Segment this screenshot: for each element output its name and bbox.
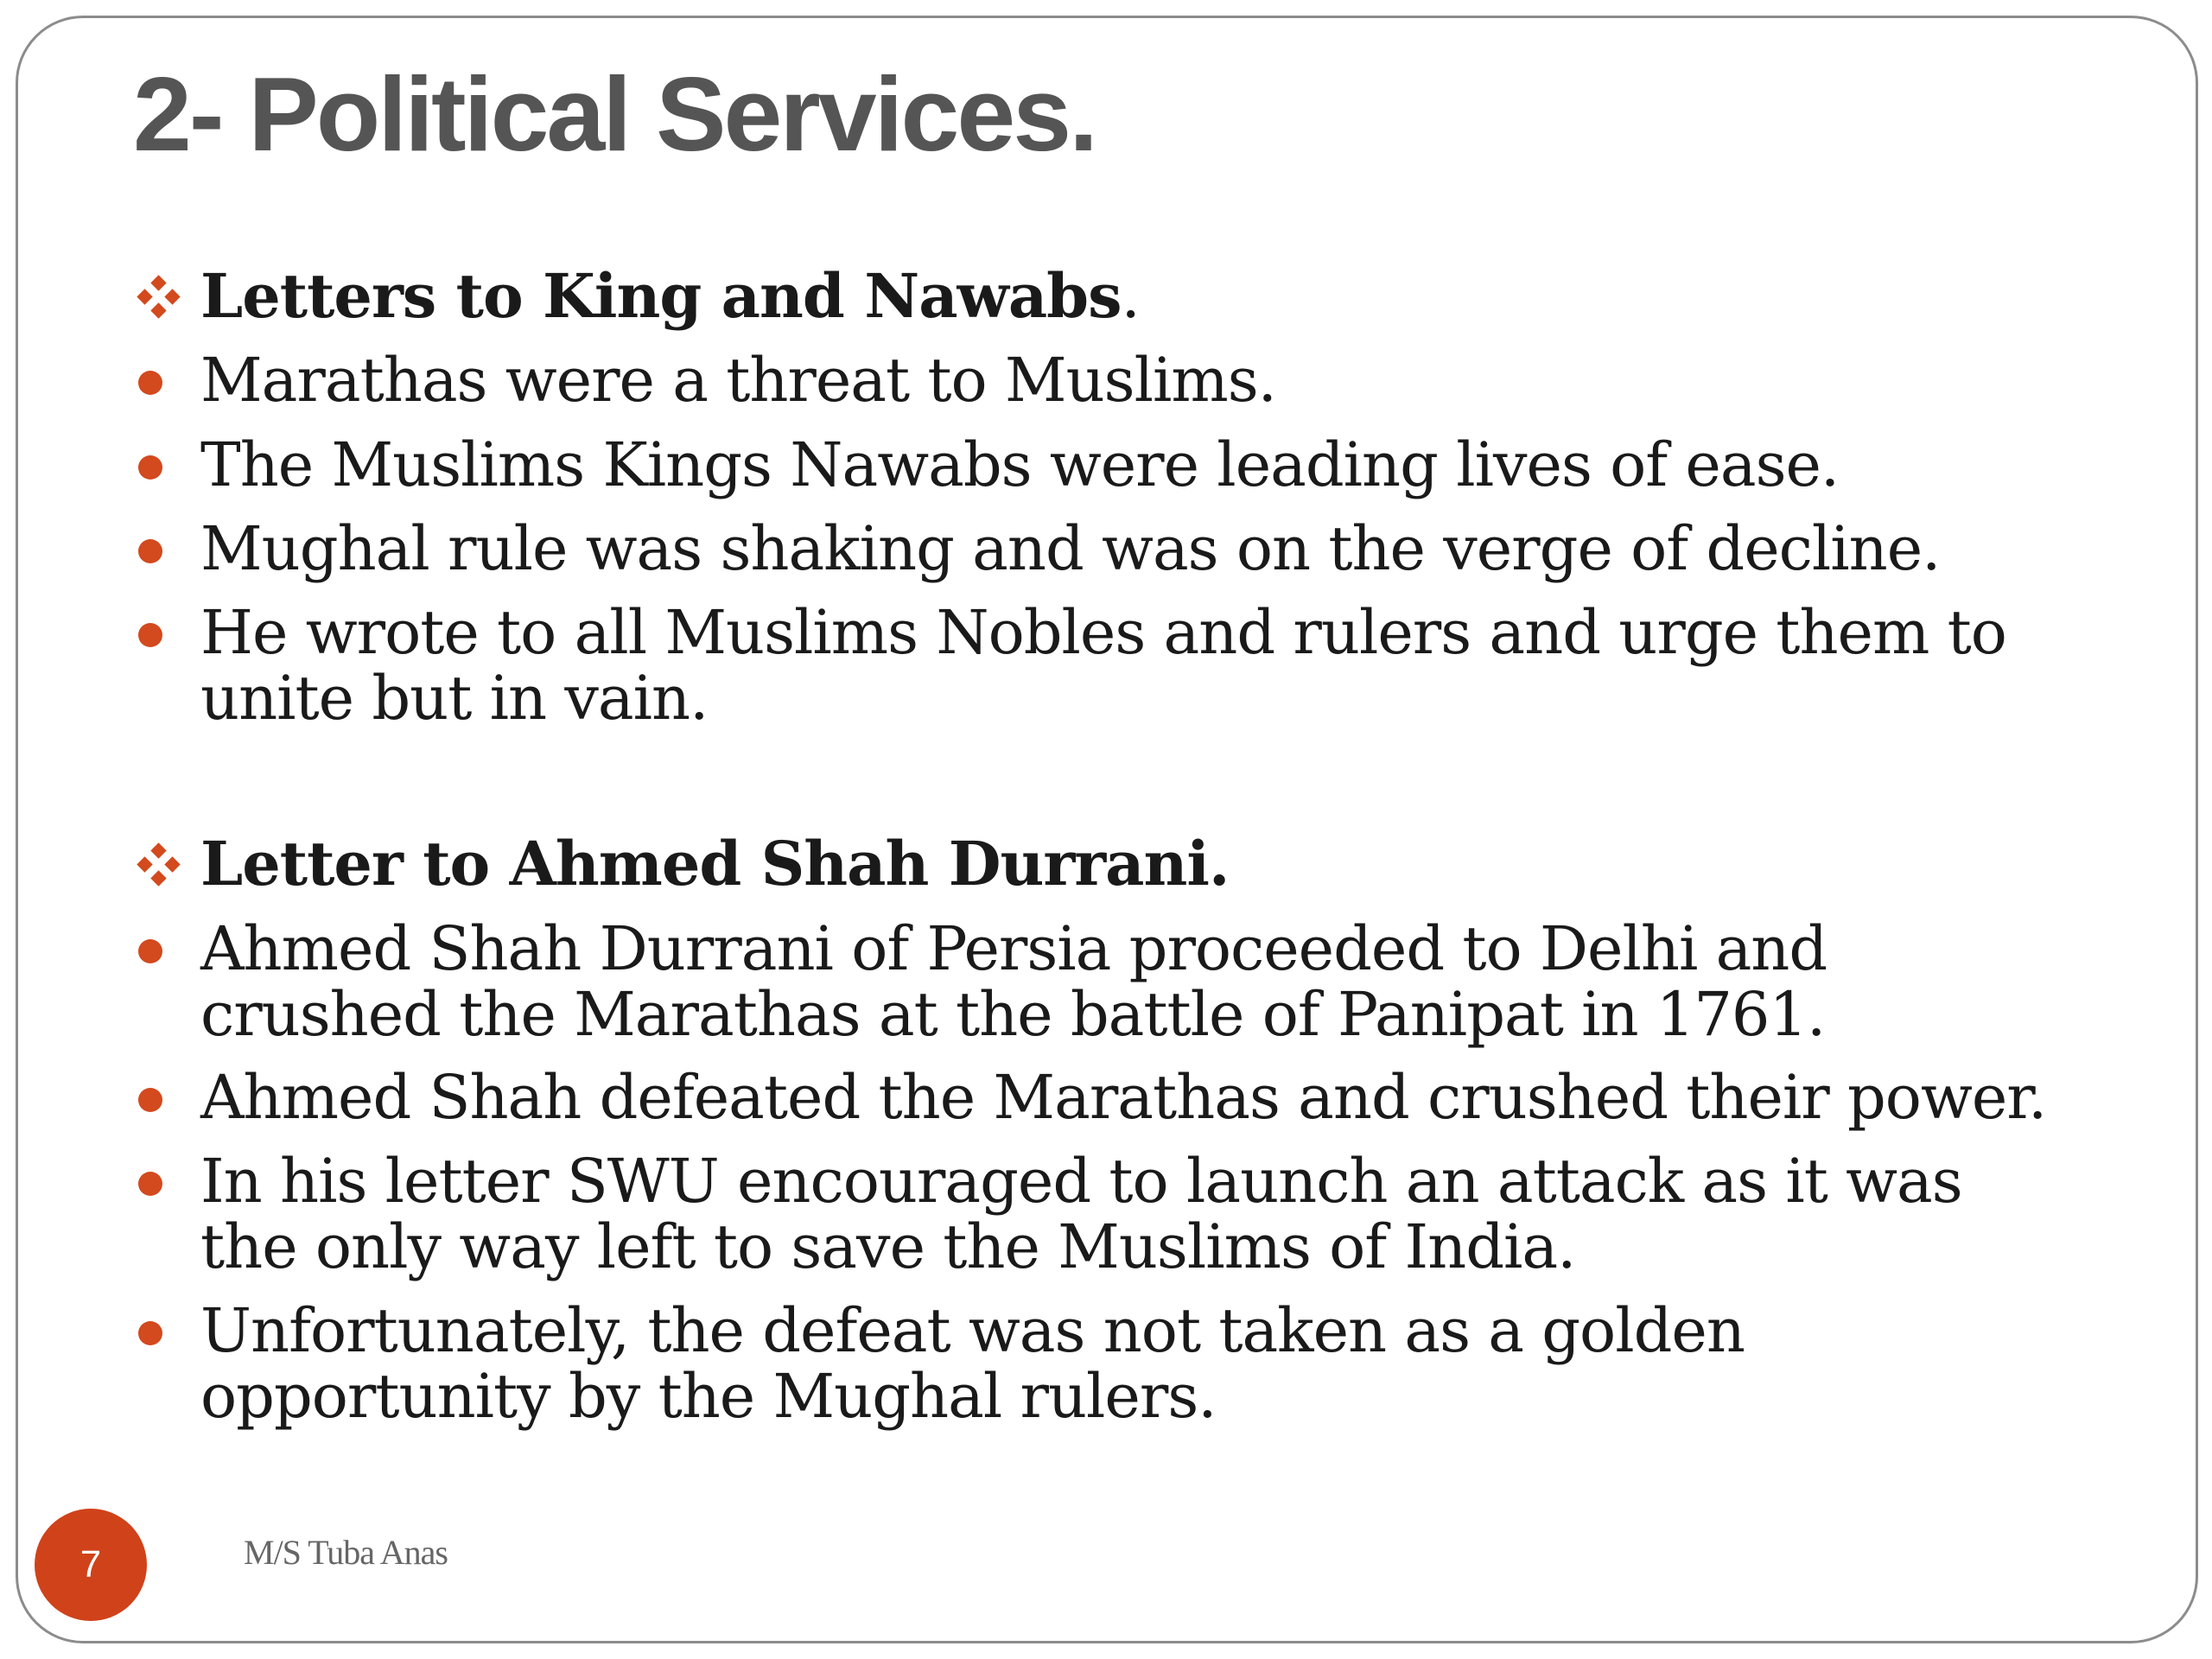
list-item: The Muslims Kings Nawabs were leading lives of ease. (200, 429, 1840, 500)
list-item: Mughal rule was shaking and was on the verge of decline. (200, 513, 1941, 584)
section-heading (200, 828, 1230, 899)
section-heading (200, 260, 1140, 332)
list-item: Marathas were a threat to Muslims. (200, 345, 1276, 416)
four-diamond-icon (137, 842, 181, 887)
dot-icon (138, 371, 162, 395)
list-item: Unfortunately, the defeat was not taken as a golden opportunity by the Mughal rulers. (200, 1295, 1745, 1432)
four-diamond-icon (137, 275, 181, 320)
dot-icon (138, 1088, 162, 1112)
list-item: Ahmed Shah defeated the Marathas and crushed their power. (200, 1062, 2047, 1133)
dot-icon (138, 1321, 162, 1345)
section-heading-end: . (1121, 261, 1140, 332)
list-item: He wrote to all Muslims Nobles and rulers and urge them to unite but in vain. (200, 597, 2006, 734)
dot-icon (138, 623, 162, 647)
slide-title: 2- Political Services. (133, 55, 1096, 173)
dot-icon (138, 455, 162, 480)
section-heading-text: Letters to King and Nawabs (200, 260, 1122, 332)
list-item: Ahmed Shah Durrani of Persia proceeded to Delhi and crushed the Marathas at the battle of Panipat in 1761. (200, 913, 1827, 1050)
footer-author: M/S Tuba Anas (244, 1533, 448, 1572)
page-number-badge: 7 (35, 1509, 147, 1621)
dot-icon (138, 1172, 162, 1196)
section-heading-text: Letter to Ahmed Shah Durrani. (200, 828, 1230, 899)
dot-icon (138, 539, 162, 563)
list-item: In his letter SWU encouraged to launch an attack as it was the only way left to save the Muslims of India. (200, 1146, 1962, 1282)
dot-icon (138, 939, 162, 963)
